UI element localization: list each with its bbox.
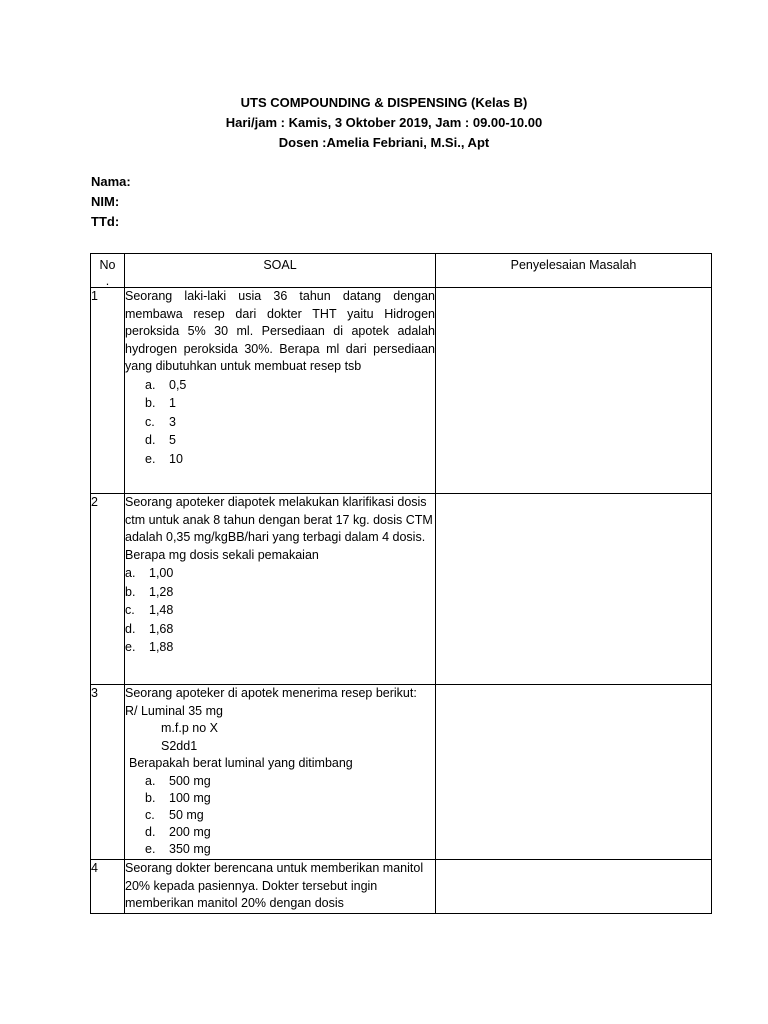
exam-title: UTS COMPOUNDING & DISPENSING (Kelas B) <box>240 95 528 110</box>
exam-schedule: Hari/jam : Kamis, 3 Oktober 2019, Jam : 09.00-10.00 <box>225 115 543 130</box>
table-row <box>91 288 712 494</box>
header-no-label: No <box>99 258 116 272</box>
exam-header <box>0 93 768 153</box>
question-cell <box>125 288 436 494</box>
answer-option: d. 1,68 <box>125 621 174 636</box>
answer-space <box>436 494 712 685</box>
header-no <box>91 254 125 288</box>
student-fields <box>91 172 131 232</box>
question-text: Seorang apoteker diapotek melakukan klarifikasi dosis ctm untuk anak 8 tahun dengan berat 17 kg. dosis CTM adalah 0,35 mg/kgBB/hari yang terbagi dalam 4 dosis. Berapa mg dosis sekali pemakaian <box>125 495 433 562</box>
question-text: Seorang dokter berencana untuk memberikan manitol 20% kepada pasiennya. Dokter tersebut ingin memberikan manitol 20% dengan dosis <box>125 861 424 910</box>
exam-table <box>90 253 712 914</box>
name-field-label: Nama: <box>91 174 131 189</box>
prescription-line: S2dd1 <box>161 738 198 753</box>
answer-option: b. 1 <box>145 396 176 410</box>
answer-option: a. 1,00 <box>125 566 174 580</box>
question-number: 2 <box>91 494 125 685</box>
answer-option: e. 350 mg <box>145 841 211 856</box>
answer-space <box>436 288 712 494</box>
table-row <box>91 860 712 914</box>
answer-option: a. 0,5 <box>145 377 187 392</box>
answer-option: b. 100 mg <box>145 790 211 805</box>
question-cell <box>125 494 436 685</box>
header-penyelesaian: Penyelesaian Masalah <box>436 254 712 288</box>
answer-option: a. 500 mg <box>145 773 211 788</box>
prescription-line: m.f.p no X <box>161 721 218 735</box>
question-cell <box>125 685 436 860</box>
table-row <box>91 494 712 685</box>
signature-field-label: TTd: <box>91 214 120 229</box>
answer-option: c. 1,48 <box>125 603 174 617</box>
exam-lecturer: Dosen :Amelia Febriani, M.Si., Apt <box>278 135 490 150</box>
answer-space <box>436 860 712 914</box>
answer-option: c. 3 <box>145 414 176 429</box>
answer-space <box>436 685 712 860</box>
question-number: 1 <box>91 288 125 494</box>
question-number: 4 <box>91 860 125 914</box>
question-cell <box>125 860 436 914</box>
answer-option: d. 5 <box>145 433 176 447</box>
question-text: Seorang laki-laki usia 36 tahun datang dengan membawa resep dari dokter THT yaitu Hidrogen peroksida 5% 30 ml. Persediaan di apotek adalah hydrogen peroksida 30%. Berapa ml dari persediaan yang dibutuhkan untuk membuat resep tsb <box>125 289 435 373</box>
prescription-line: R/ Luminal 35 mg <box>125 703 223 718</box>
answer-option: c. 50 mg <box>145 807 204 822</box>
question-text: Seorang apoteker di apotek menerima resep berikut: <box>125 686 417 700</box>
table-header-row <box>91 254 712 288</box>
answer-option: e. 10 <box>145 451 183 466</box>
answer-option: e. 1,88 <box>125 640 174 654</box>
question-prompt: Berapakah berat luminal yang ditimbang <box>129 756 353 770</box>
table-row <box>91 685 712 860</box>
nim-field-label: NIM: <box>91 194 120 209</box>
answer-option: b. 1,28 <box>125 584 174 599</box>
header-no-dot: . <box>105 273 110 288</box>
answer-option: d. 200 mg <box>145 824 211 839</box>
question-number: 3 <box>91 685 125 860</box>
header-soal: SOAL <box>125 254 436 288</box>
